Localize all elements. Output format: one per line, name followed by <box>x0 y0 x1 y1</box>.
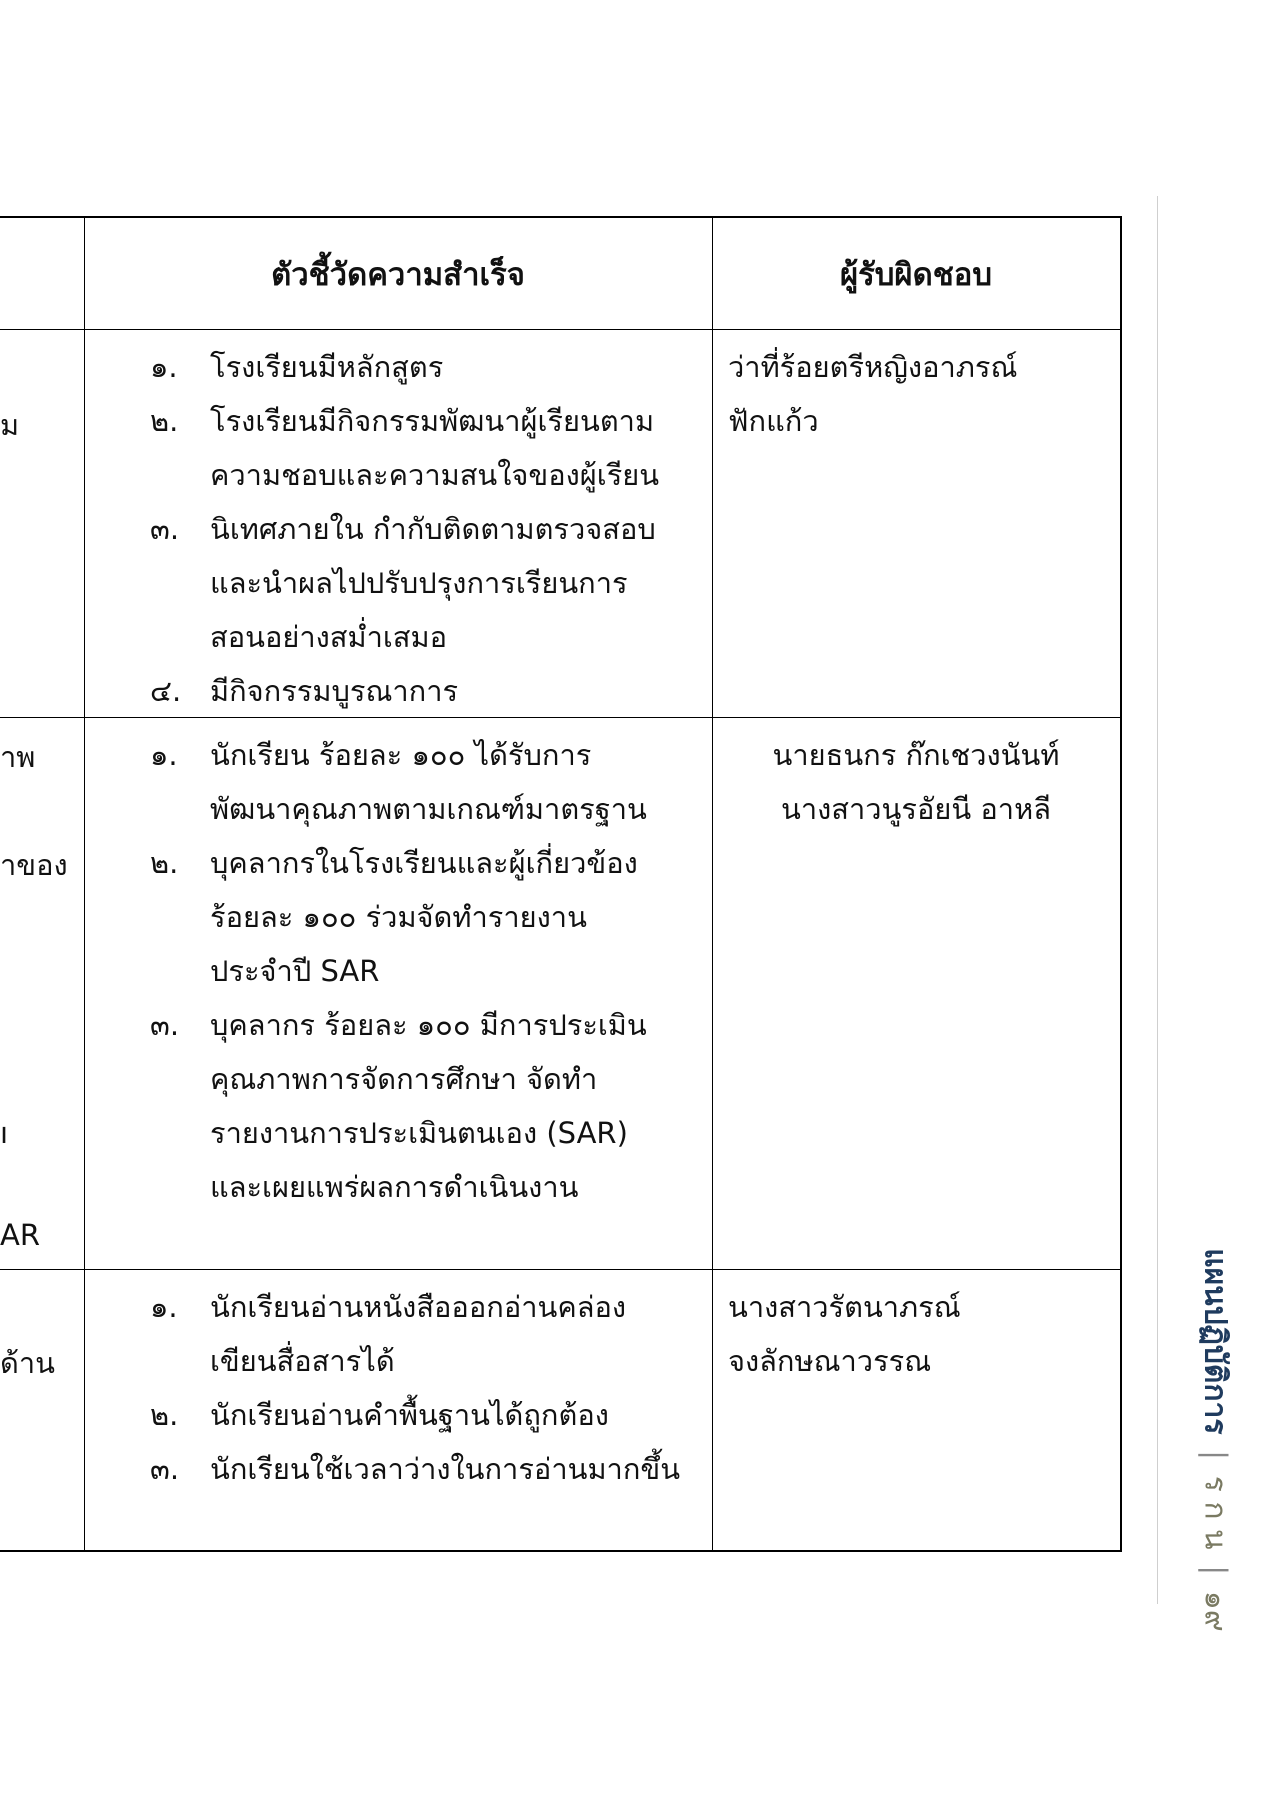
list-item: ๑. นักเรียน ร้อยละ ๑๐๐ ได้รับการ พัฒนาคุณภาพตามเกณฑ์มาตรฐาน <box>150 738 647 826</box>
sidebar-divider <box>1157 196 1158 1604</box>
indicator-list <box>150 340 659 718</box>
list-item: ๑. นักเรียนอ่านหนังสือออกอ่านคล่อง เขียนสื่อสารได้ <box>150 1290 627 1378</box>
table-row <box>0 1270 1120 1552</box>
list-item: ๔. มีกิจกรรมบูรณาการ <box>150 674 459 708</box>
indicator-list <box>150 1280 680 1496</box>
school-abbr: ร ก น <box>1197 1475 1233 1550</box>
table-header-row <box>0 218 1120 330</box>
responsible-person: นางสาวรัตนาภรณ์ จงลักษณาวรรณ <box>728 1290 961 1378</box>
left-column-fragment: AR <box>0 1218 40 1252</box>
separator: | <box>1197 1450 1233 1461</box>
left-column-fragment: ด้าน <box>0 1346 55 1380</box>
responsible-person: ว่าที่ร้อยตรีหญิงอาภรณ์ ฟักแก้ว <box>728 350 1018 438</box>
list-item: ๒. นักเรียนอ่านคำพื้นฐานได้ถูกต้อง <box>150 1398 609 1432</box>
left-column-fragment: าของ <box>0 848 68 882</box>
page-number: ๑๙ <box>1197 1590 1233 1632</box>
doc-title: แผนปฏิบัติการ <box>1197 1248 1233 1435</box>
header-responsible: ผู้รับผิดชอบ <box>839 256 993 293</box>
indicator-list <box>150 728 647 1214</box>
list-item: ๑. โรงเรียนมีหลักสูตร <box>150 350 444 384</box>
left-column-fragment: ı <box>0 1116 9 1150</box>
table-row <box>0 718 1120 1270</box>
separator: | <box>1197 1565 1233 1576</box>
list-item: ๓. บุคลากร ร้อยละ ๑๐๐ มีการประเมิน คุณภาพการจัดการศึกษา จัดทำ รายงานการประเมินตนเอง (SAR) และเผยแพร่ผลการดำเนินงาน <box>150 1008 647 1204</box>
list-item: ๒. บุคลากรในโรงเรียนและผู้เกี่ยวข้อง ร้อยละ ๑๐๐ ร่วมจัดทำรายงาน ประจำปี SAR <box>150 846 638 988</box>
left-column-fragment: ม <box>0 408 20 442</box>
sidebar-footer <box>1192 1248 1239 1632</box>
responsible-person: นายธนกร ก๊กเชวงนันท์ นางสาวนูรอัยนี อาหลี <box>772 738 1060 826</box>
left-column-fragment: าพ <box>0 740 36 774</box>
table-row <box>0 330 1120 718</box>
action-plan-table <box>0 216 1122 1552</box>
header-indicators: ตัวชี้วัดความสำเร็จ <box>271 256 525 293</box>
list-item: ๒. โรงเรียนมีกิจกรรมพัฒนาผู้เรียนตาม ความชอบและความสนใจของผู้เรียน <box>150 404 660 492</box>
list-item: ๓. นิเทศภายใน กำกับติดตามตรวจสอบ และนำผลไปปรับปรุงการเรียนการ สอนอย่างสม่ำเสมอ <box>150 512 656 654</box>
list-item: ๓. นักเรียนใช้เวลาว่างในการอ่านมากขึ้น <box>150 1452 681 1486</box>
